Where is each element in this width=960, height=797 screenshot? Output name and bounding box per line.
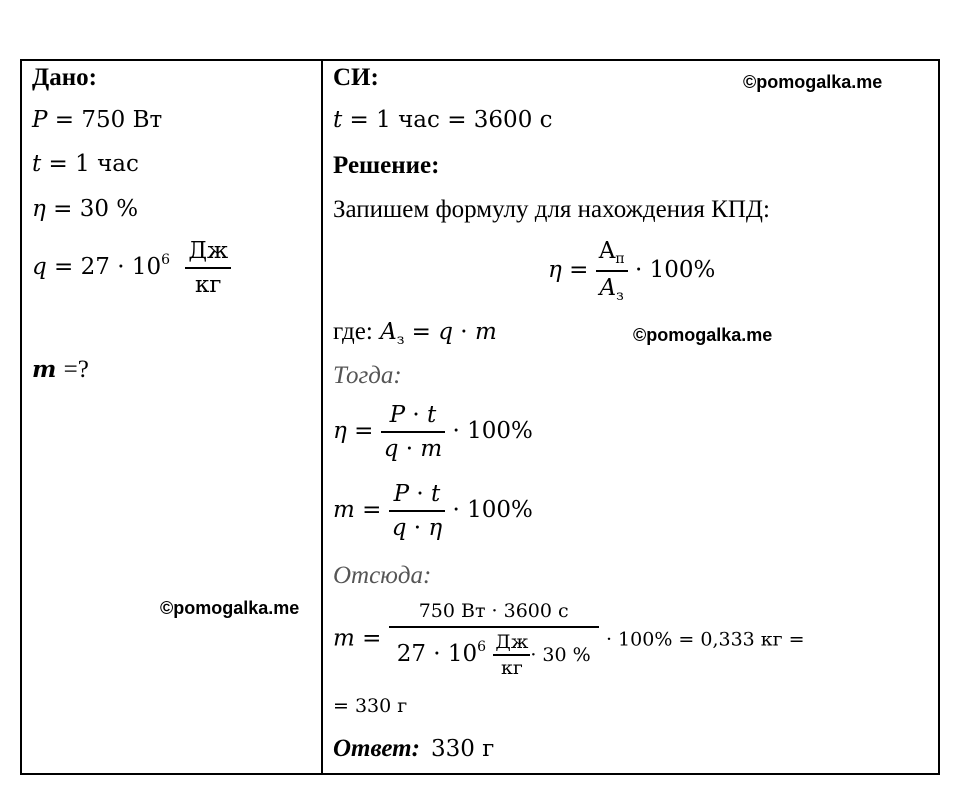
given-heat-value: $q = 27 \cdot 10^6$ $\frac{Дж}{кг}$	[32, 238, 231, 298]
formula-eta-expanded: η = $\frac{P \cdot t}{q \cdot m}$ · 100%	[333, 402, 533, 462]
eta-fraction: $\frac{P \cdot t}{q \cdot m}$	[381, 402, 445, 462]
calc-result-continued: = 330 г	[333, 695, 408, 717]
given-power: P = 750 Вт	[32, 107, 163, 133]
si-conversion-value: 1 час = 3600 с	[376, 107, 553, 133]
column-divider	[321, 59, 323, 775]
calc-denominator	[389, 626, 599, 679]
q-coefficient: 27 · 10	[80, 254, 162, 280]
efficiency-fraction: $\frac{A_п}{A_з}$	[596, 238, 628, 304]
calc-numerator: 750 Вт · 3600 с	[418, 600, 569, 622]
q-unit-denominator: кг	[185, 267, 231, 298]
solution-header: Решение:	[333, 152, 440, 179]
unknown-mass: m =?	[32, 356, 89, 383]
q-unit-numerator: Дж	[188, 238, 229, 264]
where-clause: где: $A_з = q \cdot m$	[333, 318, 497, 348]
answer-line	[333, 735, 494, 763]
calc-den-exponent: 6	[477, 639, 487, 655]
percent-factor: · 100%	[452, 497, 533, 523]
mass-fraction: $\frac{P \cdot t}{q \cdot \eta}$	[389, 481, 445, 541]
calc-den-coefficient: 27 · 10	[396, 641, 478, 667]
watermark: ©pomogalka.me	[743, 72, 883, 92]
q-unit-fraction	[185, 238, 231, 298]
answer-value: 330 г	[431, 736, 495, 762]
si-conversion: t = 1 час = 3600 с	[333, 107, 553, 133]
efficiency-value: 30 %	[79, 196, 139, 222]
then-label: Тогда:	[333, 362, 402, 389]
calc-fraction	[389, 600, 599, 679]
unknown-marker: =?	[63, 356, 89, 383]
given-header: Дано:	[32, 64, 97, 91]
calc-unit-denominator: кг	[493, 654, 530, 679]
watermark: ©pomogalka.me	[160, 598, 300, 618]
calc-result: · 100% = 0,333 кг =	[605, 628, 805, 651]
calc-unit-numerator: Дж	[495, 631, 529, 653]
watermark: ©pomogalka.me	[633, 325, 773, 345]
power-value: 750 Вт	[81, 107, 163, 133]
time-value: 1 час	[75, 151, 139, 177]
q-exponent: 6	[161, 252, 171, 268]
where-label: где:	[333, 318, 373, 345]
answer-label: Ответ:	[333, 735, 420, 762]
percent-factor: · 100%	[634, 257, 716, 283]
given-efficiency: η = 30 %	[32, 196, 139, 222]
formula-mass: m = $\frac{P \cdot t}{q \cdot \eta}$ · 100%	[333, 481, 533, 541]
hence-label: Отсюда:	[333, 562, 432, 589]
si-header: СИ:	[333, 64, 379, 91]
calc-den-tail: · 30 %	[530, 644, 591, 666]
calculation: m = 750 Вт · 3600 с $27 \cdot 10^6$ $\frac{Дж}{кг}$ · 30 % · 100% = 0,333 кг =	[333, 600, 805, 679]
given-time: t = 1 час	[32, 151, 139, 177]
efficiency-formula: η = $\frac{A_п}{A_з}$ · 100%	[548, 238, 716, 304]
calc-unit-fraction	[493, 631, 530, 679]
solution-intro: Запишем формулу для нахождения КПД:	[333, 196, 770, 223]
percent-factor: · 100%	[452, 418, 533, 444]
